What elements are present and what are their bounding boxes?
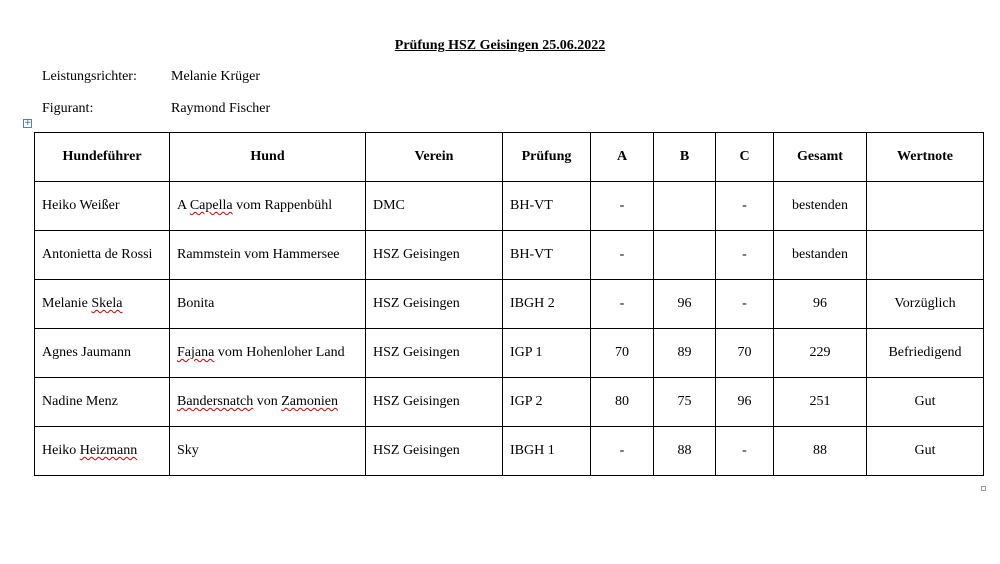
table-row bbox=[35, 182, 984, 231]
exam-cell: IBGH 1 bbox=[503, 427, 591, 476]
exam-cell: IGP 2 bbox=[503, 378, 591, 427]
exam-cell: IBGH 2 bbox=[503, 280, 591, 329]
score-a-cell: - bbox=[591, 182, 654, 231]
total-cell: 88 bbox=[774, 427, 867, 476]
club-cell: HSZ Geisingen bbox=[366, 231, 503, 280]
dog-cell: Bonita bbox=[170, 280, 366, 329]
dog-cell: Rammstein vom Hammersee bbox=[170, 231, 366, 280]
score-b-cell: 75 bbox=[654, 378, 716, 427]
score-a-cell: 70 bbox=[591, 329, 654, 378]
table-row bbox=[35, 427, 984, 476]
resize-handle-icon[interactable] bbox=[981, 486, 986, 491]
total-cell: bestenden bbox=[774, 182, 867, 231]
total-cell: 96 bbox=[774, 280, 867, 329]
grade-cell: Gut bbox=[867, 427, 984, 476]
score-c-cell: 96 bbox=[716, 378, 774, 427]
handler-cell: Agnes Jaumann bbox=[35, 329, 170, 378]
score-c-cell: - bbox=[716, 182, 774, 231]
header-cell: Gesamt bbox=[774, 133, 867, 182]
judge-label: Leistungsrichter: bbox=[42, 69, 137, 84]
handler-cell: Nadine Menz bbox=[35, 378, 170, 427]
total-cell: bestanden bbox=[774, 231, 867, 280]
score-b-cell bbox=[654, 182, 716, 231]
score-c-cell: 70 bbox=[716, 329, 774, 378]
table-row bbox=[35, 231, 984, 280]
header-cell: B bbox=[654, 133, 716, 182]
figurant-label: Figurant: bbox=[42, 101, 94, 116]
score-a-cell: 80 bbox=[591, 378, 654, 427]
handler-cell: Heiko Heizmann bbox=[35, 427, 170, 476]
total-cell: 229 bbox=[774, 329, 867, 378]
document-title bbox=[0, 38, 1000, 54]
header-cell: C bbox=[716, 133, 774, 182]
dog-cell: Fajana vom Hohenloher Land bbox=[170, 329, 366, 378]
score-c-cell: - bbox=[716, 280, 774, 329]
table-row bbox=[35, 280, 984, 329]
table-row bbox=[35, 378, 984, 427]
grade-cell bbox=[867, 231, 984, 280]
score-a-cell: - bbox=[591, 280, 654, 329]
handler-cell: Heiko Weißer bbox=[35, 182, 170, 231]
header-cell: Prüfung bbox=[503, 133, 591, 182]
header-cell: Verein bbox=[366, 133, 503, 182]
club-cell: HSZ Geisingen bbox=[366, 378, 503, 427]
score-c-cell: - bbox=[716, 427, 774, 476]
score-b-cell bbox=[654, 231, 716, 280]
grade-cell bbox=[867, 182, 984, 231]
exam-cell: BH-VT bbox=[503, 182, 591, 231]
header-cell: Hund bbox=[170, 133, 366, 182]
header-cell: Wertnote bbox=[867, 133, 984, 182]
grade-cell: Vorzüglich bbox=[867, 280, 984, 329]
dog-cell: Bandersnatch von Zamonien bbox=[170, 378, 366, 427]
handler-cell: Melanie Skela bbox=[35, 280, 170, 329]
club-cell: DMC bbox=[366, 182, 503, 231]
move-handle-icon[interactable]: + bbox=[24, 118, 32, 128]
score-b-cell: 96 bbox=[654, 280, 716, 329]
table-header-row bbox=[35, 133, 984, 182]
club-cell: HSZ Geisingen bbox=[366, 329, 503, 378]
exam-cell: IGP 1 bbox=[503, 329, 591, 378]
club-cell: HSZ Geisingen bbox=[366, 280, 503, 329]
header-cell: A bbox=[591, 133, 654, 182]
handler-cell: Antonietta de Rossi bbox=[35, 231, 170, 280]
document-title-text: Prüfung HSZ Geisingen 25.06.2022 bbox=[394, 38, 606, 53]
score-a-cell: - bbox=[591, 231, 654, 280]
score-b-cell: 88 bbox=[654, 427, 716, 476]
results-table bbox=[34, 132, 984, 476]
score-c-cell: - bbox=[716, 231, 774, 280]
judge-value: Melanie Krüger bbox=[171, 69, 261, 84]
grade-cell: Gut bbox=[867, 378, 984, 427]
header-cell: Hundeführer bbox=[35, 133, 170, 182]
dog-cell: A Capella vom Rappenbühl bbox=[170, 182, 366, 231]
table-row bbox=[35, 329, 984, 378]
grade-cell: Befriedigend bbox=[867, 329, 984, 378]
exam-cell: BH-VT bbox=[503, 231, 591, 280]
score-a-cell: - bbox=[591, 427, 654, 476]
dog-cell: Sky bbox=[170, 427, 366, 476]
club-cell: HSZ Geisingen bbox=[366, 427, 503, 476]
figurant-value: Raymond Fischer bbox=[171, 101, 271, 116]
total-cell: 251 bbox=[774, 378, 867, 427]
score-b-cell: 89 bbox=[654, 329, 716, 378]
